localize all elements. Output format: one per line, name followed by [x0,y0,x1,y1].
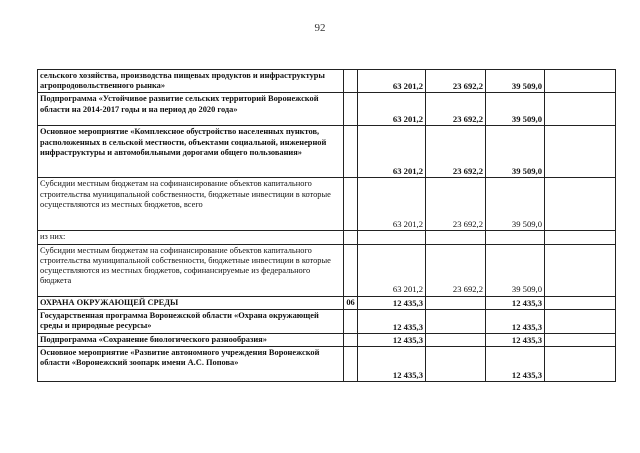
empty-cell [545,231,616,244]
amount-total: 12 435,3 [358,309,426,333]
empty-cell [545,296,616,309]
amount-total: 63 201,2 [358,126,426,178]
row-name: Подпрограмма «Устойчивое развитие сельских территорий Воронежской области на 2014-2017 годы и на период до 2020 года» [38,93,344,126]
empty-cell [545,70,616,93]
amount-total: 12 435,3 [358,347,426,382]
row-name: сельского хозяйства, производства пищевых продуктов и инфраструктуры агропродовольственного рынка» [38,70,344,93]
amount-total: 63 201,2 [358,93,426,126]
table-row [38,126,616,178]
amount-federal [426,309,486,333]
section-code [344,244,358,296]
table-row [38,178,616,231]
table-row [38,296,616,309]
amount-total: 63 201,2 [358,244,426,296]
amount-regional: 12 435,3 [486,347,545,382]
table-row [38,309,616,333]
amount-total: 63 201,2 [358,178,426,231]
table-row [38,333,616,346]
amount-total [358,231,426,244]
section-code [344,309,358,333]
row-name: Субсидии местным бюджетам на софинансирование объектов капитального строительства муниципальной собственности, бюджетные инвестиции в которые осуществляются из местных бюджетов, всего [38,178,344,231]
row-name: ОХРАНА ОКРУЖАЮЩЕЙ СРЕДЫ [38,296,344,309]
amount-regional: 39 509,0 [486,93,545,126]
amount-federal: 23 692,2 [426,70,486,93]
amount-federal [426,296,486,309]
row-name: Основное мероприятие «Комплексное обустройство населенных пунктов, расположенных в сельской местности, объектами социальной, инженерной инфраструктуры и автомобильными дорогами общего пользования» [38,126,344,178]
empty-cell [545,309,616,333]
empty-cell [545,333,616,346]
amount-regional: 12 435,3 [486,333,545,346]
table-row [38,70,616,93]
amount-regional: 12 435,3 [486,309,545,333]
table-row [38,347,616,382]
amount-federal [426,333,486,346]
section-code [344,126,358,178]
amount-regional: 39 509,0 [486,178,545,231]
section-code [344,231,358,244]
amount-total: 63 201,2 [358,70,426,93]
amount-federal: 23 692,2 [426,244,486,296]
amount-regional: 12 435,3 [486,296,545,309]
row-name: Субсидии местным бюджетам на софинансирование объектов капитального строительства муниципальной собственности, бюджетные инвестиции в которые осуществляются из местных бюджетов, софинансируемые из федерального бюджета [38,244,344,296]
amount-total: 12 435,3 [358,333,426,346]
budget-table [37,69,616,382]
row-name: Основное мероприятие «Развитие автономного учреждения Воронежской области «Воронежский зоопарк имени А.С. Попова» [38,347,344,382]
row-name: Подпрограмма «Сохранение биологического разнообразия» [38,333,344,346]
amount-federal: 23 692,2 [426,126,486,178]
section-code [344,333,358,346]
table-row [38,244,616,296]
section-code [344,70,358,93]
amount-federal: 23 692,2 [426,93,486,126]
empty-cell [545,126,616,178]
amount-regional: 39 509,0 [486,244,545,296]
empty-cell [545,178,616,231]
amount-regional [486,231,545,244]
section-code [344,93,358,126]
row-name: из них: [38,231,344,244]
amount-federal [426,347,486,382]
amount-federal: 23 692,2 [426,178,486,231]
table-row [38,231,616,244]
amount-regional: 39 509,0 [486,126,545,178]
table-row [38,93,616,126]
empty-cell [545,347,616,382]
section-code [344,347,358,382]
amount-total: 12 435,3 [358,296,426,309]
amount-regional: 39 509,0 [486,70,545,93]
row-name: Государственная программа Воронежской области «Охрана окружающей среды и природные ресурсы» [38,309,344,333]
empty-cell [545,244,616,296]
empty-cell [545,93,616,126]
amount-federal [426,231,486,244]
section-code [344,178,358,231]
section-code: 06 [344,296,358,309]
page-number: 92 [314,22,326,34]
